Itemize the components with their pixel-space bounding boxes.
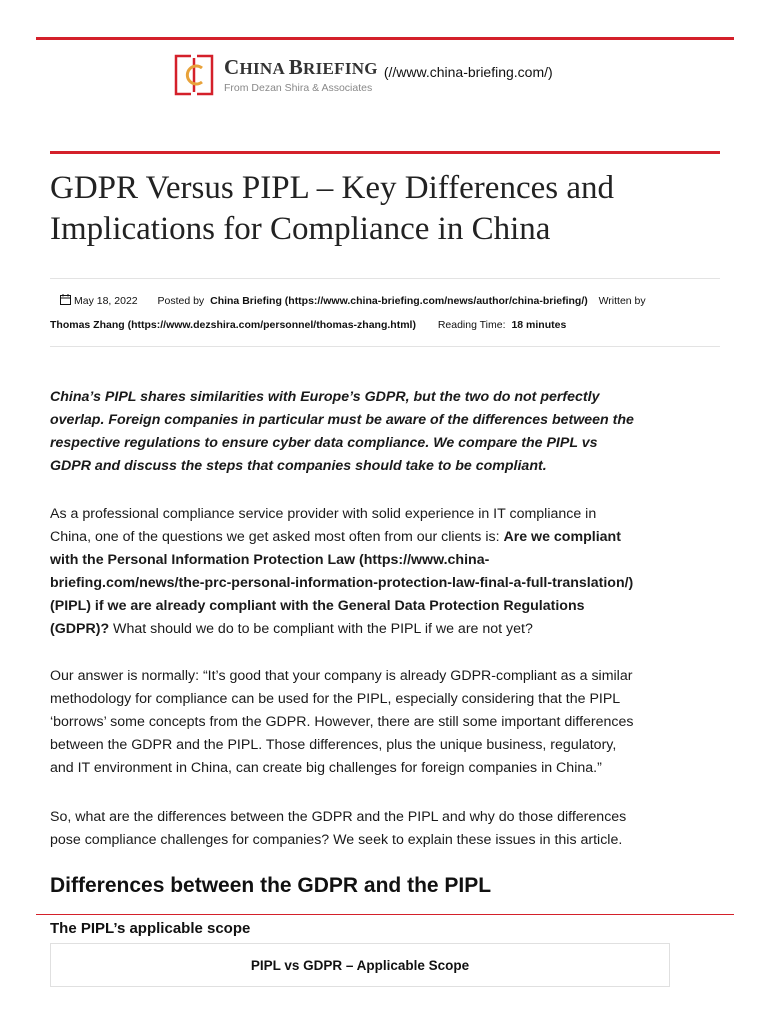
- subsection-heading: The PIPL’s applicable scope: [50, 920, 251, 937]
- article-meta-line-1: [60, 294, 646, 307]
- posted-by-label: Posted by: [157, 295, 205, 307]
- intro-paragraph: As a professional compliance service provider with solid experience in IT compliance in China, one of the questions we get asked most often from our clients is: Are we compliant with the Personal Information Protection Law (https://www.china- briefing.com/news/the-prc-personal-information-protection-law-final-a-full-translation/) (PIPL) if we are already compliant with the General Data Protection Regulations (GDPR)? What should we do to be compliant with the PIPL if we are not yet?: [50, 506, 634, 637]
- section-red-rule: [36, 914, 734, 915]
- china-briefing-logo-icon: [174, 54, 214, 96]
- top-red-rule: [36, 37, 734, 40]
- lead-paragraph: China’s PIPL shares similarities with Europe’s GDPR, but the two do not perfectly overlap. Foreign companies in particular must be aware of the differences between the respective regulations to ensure cyber data compliance. We compare the PIPL vs GDPR and discuss the steps that companies should take to be compliant.: [50, 389, 634, 474]
- posted-by-link[interactable]: China Briefing (https://www.china-briefing.com/news/author/china-briefing/): [210, 295, 588, 307]
- question-paragraph: So, what are the differences between the GDPR and the PIPL and why do those differences pose compliance challenges for companies? We seek to explain these issues in this article.: [50, 809, 627, 848]
- calendar-icon: [60, 294, 71, 305]
- brand-url-link[interactable]: (//www.china-briefing.com/): [383, 64, 553, 80]
- answer-paragraph: Our answer is normally: “It’s good that your company is already GDPR-compliant as a similar methodology for compliance can be used for the PIPL, especially considering that the PIPL ‘borrows’ some concepts from the GDPR. However, there are still some important differences between the GDPR and the PIPL. Those differences, plus the unique business, regulatory, and IT environment in China, can create big challenges for foreign companies in China.”: [50, 668, 634, 776]
- reading-time-label: Reading Time:: [437, 319, 506, 331]
- article-title: GDPR Versus PIPL – Key Differences and Implications for Compliance in China: [50, 170, 614, 247]
- brand-subtitle: From Dezan Shira & Associates: [224, 82, 373, 94]
- meta-bottom-divider: [50, 346, 720, 347]
- meta-top-divider: [50, 278, 720, 279]
- publish-date: May 18, 2022: [74, 295, 138, 307]
- scope-table-header: PIPL vs GDPR – Applicable Scope: [50, 943, 670, 987]
- pipl-law-link[interactable]: with the Personal Information Protection Law (https://www.china- briefing.com/news/the-prc-personal-information-protection-law-final-a-full-translation/): [50, 552, 634, 591]
- written-by-label: Written by: [598, 295, 646, 307]
- section-heading: Differences between the GDPR and the PIPL: [50, 874, 492, 897]
- written-by-link[interactable]: Thomas Zhang (https://www.dezshira.com/personnel/thomas-zhang.html): [50, 319, 416, 331]
- brand-name: CHINA BRIEFING: [224, 55, 378, 79]
- reading-time-value: 18 minutes: [511, 319, 567, 331]
- header-red-rule: [50, 151, 720, 154]
- article-meta-line-2: [50, 319, 566, 331]
- brand-header[interactable]: [174, 54, 553, 96]
